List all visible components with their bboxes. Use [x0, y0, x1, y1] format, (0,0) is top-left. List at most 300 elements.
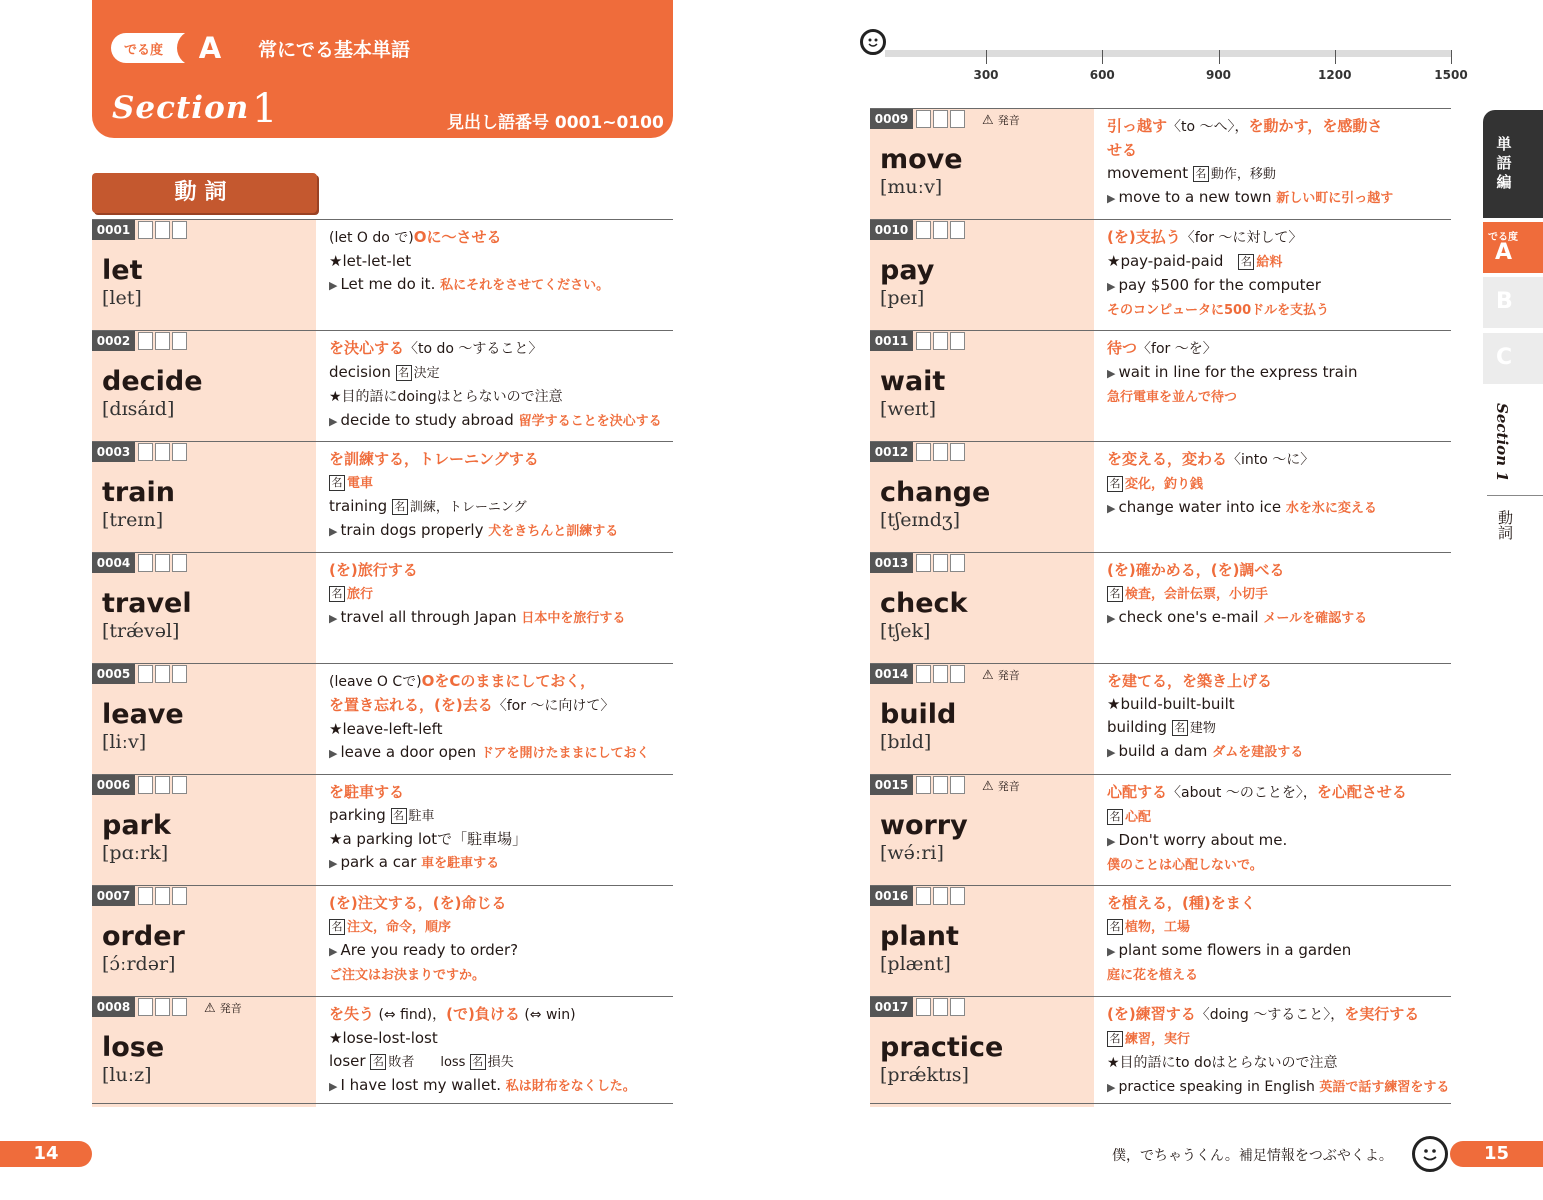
- headword: park: [102, 810, 171, 841]
- noun-mark: 名: [329, 475, 345, 491]
- meaning-text: を変える，変わる: [1107, 450, 1228, 468]
- review-checkbox[interactable]: [916, 887, 931, 905]
- warning-icon: ⚠: [982, 113, 998, 128]
- definition-line: [1107, 1051, 1457, 1075]
- headword: train: [102, 477, 175, 508]
- word-entry: [870, 663, 1451, 774]
- meaning-text: を駐車する: [329, 783, 405, 801]
- entry-text: Let me do it.: [340, 275, 441, 293]
- meaning-text: 私は財布をなくした。: [505, 1079, 636, 1094]
- noun-mark: 名: [1107, 476, 1123, 492]
- noun-mark: 名: [1238, 254, 1254, 270]
- headword: order: [102, 921, 185, 952]
- example-bullet-icon: ▶: [1107, 367, 1116, 380]
- definition-line: [329, 718, 679, 741]
- section-title: 常にでる基本単語: [258, 39, 411, 61]
- definition-line: [1107, 337, 1457, 361]
- meaning-text: を置き忘れる，(を)去る: [329, 696, 493, 714]
- definition-line: [1107, 740, 1457, 764]
- definition-line: [329, 519, 679, 543]
- page-number-left: 14: [0, 1141, 92, 1167]
- definition-line: [1107, 582, 1457, 606]
- review-checkbox[interactable]: [172, 887, 187, 905]
- definition-line: [329, 385, 679, 409]
- left-entry-list: [92, 219, 673, 1107]
- definition-line: [329, 1050, 679, 1074]
- meaning-text: 英語で話す練習をする: [1319, 1080, 1450, 1095]
- word-entry: [870, 774, 1451, 885]
- meaning-text: 僕のことは心配しないで。: [1107, 858, 1263, 873]
- noun-mark: 名: [1193, 166, 1209, 182]
- entry-text: 〈for ～に向けて〉: [492, 698, 615, 714]
- review-checkbox[interactable]: [950, 776, 965, 794]
- sidebar-section-label: Section 1: [1493, 403, 1511, 482]
- entry-number: 0002: [92, 331, 135, 351]
- review-checkbox[interactable]: [933, 443, 948, 461]
- meaning-text: (を)旅行する: [329, 561, 418, 579]
- word-entry: [870, 441, 1451, 552]
- noun-mark: 名: [392, 499, 408, 515]
- word-entry: [92, 996, 673, 1107]
- pronunciation: [ɔ́ːrdər]: [102, 953, 176, 975]
- example-bullet-icon: ▶: [1107, 1081, 1116, 1094]
- entry-text: 〈doing ～すること〉，: [1195, 1007, 1345, 1023]
- example-bullet-icon: ▶: [329, 857, 338, 870]
- definition-line: [1107, 693, 1457, 716]
- meaning-text: 旅行: [347, 587, 374, 602]
- entry-text: training: [329, 497, 392, 515]
- definition-line: [1107, 139, 1457, 162]
- example-bullet-icon: ▶: [1107, 280, 1116, 293]
- review-checkbox[interactable]: [916, 110, 931, 128]
- pronunciation: [tʃeɪndʒ]: [880, 509, 961, 531]
- meaning-text: 新しい町に引っ越す: [1276, 191, 1394, 206]
- scale-tick: [1451, 50, 1452, 64]
- footer-note: 僕，でちゃうくん。補足情報をつぶやくよ。: [1112, 1148, 1393, 1164]
- meaning-text: そのコンピュータに500ドルを支払う: [1107, 303, 1330, 318]
- entry-number: 0008: [92, 997, 135, 1017]
- meaning-text: 引っ越す: [1107, 117, 1168, 135]
- pronunciation: [plænt]: [880, 953, 951, 975]
- definition-line: [1107, 963, 1457, 987]
- pronunciation-warning: [204, 1000, 242, 1016]
- entry-text: 訓練，トレーニング: [409, 500, 527, 515]
- meaning-text: 私にそれをさせてください。: [440, 278, 610, 293]
- review-checkbox[interactable]: [950, 110, 965, 128]
- review-checkbox[interactable]: [155, 665, 170, 683]
- entry-text: 〈to ～へ〉，: [1167, 119, 1249, 135]
- definition-line: [329, 471, 679, 495]
- definition-line: [1107, 606, 1457, 630]
- entry-number: 0010: [870, 220, 913, 240]
- review-checkbox[interactable]: [172, 443, 187, 461]
- entry-text: build a dam: [1118, 742, 1213, 760]
- word-entry: [92, 774, 673, 885]
- review-checkbox[interactable]: [138, 776, 153, 794]
- review-checkbox[interactable]: [916, 332, 931, 350]
- meaning-text: 水を氷に変える: [1285, 501, 1377, 516]
- word-entry: [870, 552, 1451, 663]
- entry-number: 0013: [870, 553, 913, 573]
- review-checkbox[interactable]: [172, 998, 187, 1016]
- definition-line: [329, 1074, 679, 1098]
- definition-block: [329, 337, 679, 433]
- review-checkbox[interactable]: [916, 998, 931, 1016]
- review-checkbox[interactable]: [933, 554, 948, 572]
- meaning-text: を訓練する，トレーニングする: [329, 450, 539, 468]
- review-checkbox[interactable]: [155, 998, 170, 1016]
- entry-text: 建物: [1189, 721, 1216, 736]
- word-entry: [870, 885, 1451, 996]
- part-of-speech-tab: 動詞: [92, 173, 317, 213]
- warning-icon: ⚠: [982, 779, 998, 794]
- mascot-icon: [860, 29, 886, 55]
- headword: check: [880, 588, 968, 619]
- pronunciation: [bɪld]: [880, 731, 932, 753]
- definition-line: [329, 963, 679, 987]
- definition-block: [329, 448, 679, 543]
- definition-block: [329, 892, 679, 987]
- review-checkbox[interactable]: [950, 665, 965, 683]
- definition-line: [1107, 892, 1457, 915]
- noun-mark: 名: [1107, 919, 1123, 935]
- definition-line: [1107, 472, 1457, 496]
- review-checkbox[interactable]: [916, 221, 931, 239]
- noun-mark: 名: [329, 586, 345, 602]
- entry-text: park a car: [340, 853, 422, 871]
- review-checkbox[interactable]: [916, 554, 931, 572]
- entry-text: ★目的語にto doはとらないので注意: [1107, 1055, 1338, 1071]
- entry-number: 0005: [92, 664, 135, 684]
- sidebar-category-label: 単語編: [1496, 135, 1512, 191]
- sidebar-rank-b-label: B: [1496, 289, 1513, 314]
- pronunciation-warning: [982, 112, 1020, 128]
- review-checkbox[interactable]: [172, 776, 187, 794]
- definition-block: [1107, 226, 1457, 322]
- word-entry: [92, 663, 673, 774]
- definition-line: [329, 892, 679, 915]
- sidebar-rank-c-tab: [1483, 333, 1543, 384]
- scale-label: 1200: [1318, 68, 1352, 82]
- scale-label: 1500: [1434, 68, 1468, 82]
- review-checkbox[interactable]: [138, 332, 153, 350]
- word-entry: [870, 219, 1451, 330]
- definition-block: [329, 781, 679, 875]
- meaning-text: 日本中を旅行する: [521, 611, 626, 626]
- footer-mascot-icon: [1412, 1136, 1448, 1172]
- pronunciation-label: 発音: [997, 114, 1020, 127]
- definition-block: [329, 559, 679, 630]
- pronunciation-label: 発音: [997, 780, 1020, 793]
- definition-line: [329, 828, 679, 851]
- review-checkbox[interactable]: [138, 665, 153, 683]
- headword: lose: [102, 1032, 165, 1063]
- example-bullet-icon: ▶: [329, 747, 338, 760]
- word-entry: [92, 441, 673, 552]
- review-checkbox[interactable]: [950, 887, 965, 905]
- definition-line: [1107, 805, 1457, 829]
- sidebar-rank-c-label: C: [1496, 345, 1513, 370]
- review-checkbox[interactable]: [155, 221, 170, 239]
- definition-block: [1107, 670, 1457, 764]
- definition-block: [1107, 115, 1457, 210]
- definition-line: [1107, 829, 1457, 853]
- meaning-text: 留学することを決心する: [518, 414, 662, 429]
- entry-number: 0009: [870, 109, 913, 129]
- entry-number: 0007: [92, 886, 135, 906]
- meaning-text: ドアを開けたままにしておく: [480, 746, 650, 761]
- example-bullet-icon: ▶: [329, 945, 338, 958]
- meaning-text: 心配する: [1107, 783, 1168, 801]
- meaning-text: 車を駐車する: [421, 856, 500, 871]
- entry-number: 0001: [92, 220, 135, 240]
- entry-text: decision: [329, 363, 396, 381]
- definition-block: [1107, 1003, 1457, 1099]
- example-bullet-icon: ▶: [329, 415, 338, 428]
- definition-line: [1107, 448, 1457, 472]
- pronunciation: [luːz]: [102, 1064, 152, 1086]
- entry-text: で): [389, 230, 414, 246]
- sidebar-divider: [1487, 495, 1543, 496]
- entry-text: Don't worry about me.: [1118, 831, 1288, 849]
- headword: build: [880, 699, 957, 730]
- meaning-text: 庭に花を植える: [1107, 968, 1199, 983]
- meaning-text: OをCのままにしておく，: [421, 672, 596, 690]
- meaning-text: 変化，釣り銭: [1125, 477, 1204, 492]
- warning-icon: ⚠: [204, 1001, 220, 1016]
- entry-text: 〈into ～に〉: [1227, 452, 1315, 468]
- pronunciation: [muːv]: [880, 176, 943, 198]
- definition-line: [329, 361, 679, 385]
- review-checkbox[interactable]: [172, 332, 187, 350]
- definition-block: [1107, 781, 1457, 877]
- noun-mark: 名: [370, 1054, 386, 1070]
- example-bullet-icon: ▶: [329, 279, 338, 292]
- meaning-text: (で)負ける: [446, 1005, 520, 1023]
- definition-block: [1107, 448, 1457, 520]
- review-checkbox[interactable]: [172, 665, 187, 683]
- definition-line: [329, 915, 679, 939]
- word-entry: [870, 996, 1451, 1107]
- definition-line: [329, 606, 679, 630]
- definition-line: [1107, 670, 1457, 693]
- pronunciation: [trǽvəl]: [102, 620, 180, 642]
- entry-text: pay $500 for the computer: [1118, 276, 1321, 294]
- definition-line: [1107, 1027, 1457, 1051]
- meaning-text: (を)注文する，(を)命じる: [329, 894, 507, 912]
- review-checkbox[interactable]: [138, 443, 153, 461]
- entry-text: 〈about ～のことを〉，: [1167, 785, 1317, 801]
- sidebar-rank-b-tab: [1483, 277, 1543, 328]
- page-number-right: 15: [1450, 1141, 1543, 1167]
- entry-text: ★目的語にdoingはとらないので注意: [329, 389, 563, 405]
- review-checkbox[interactable]: [950, 221, 965, 239]
- entry-number: 0004: [92, 553, 135, 573]
- definition-line: [1107, 1003, 1457, 1027]
- review-checkbox[interactable]: [916, 443, 931, 461]
- word-entry: [870, 330, 1451, 441]
- review-checkbox[interactable]: [155, 887, 170, 905]
- definition-block: [329, 226, 679, 297]
- meaning-text: (を)練習する: [1107, 1005, 1196, 1023]
- review-checkbox[interactable]: [155, 554, 170, 572]
- definition-line: [1107, 781, 1457, 805]
- example-bullet-icon: ▶: [1107, 835, 1116, 848]
- meaning-text: 給料: [1256, 255, 1283, 270]
- definition-line: [329, 1003, 679, 1027]
- example-bullet-icon: ▶: [329, 612, 338, 625]
- headword: decide: [102, 366, 203, 397]
- review-checkbox[interactable]: [138, 221, 153, 239]
- definition-block: [1107, 892, 1457, 987]
- entry-text: building: [1107, 718, 1172, 736]
- entry-text: 動作，移動: [1210, 167, 1276, 182]
- review-checkbox[interactable]: [933, 665, 948, 683]
- definition-line: [329, 694, 679, 718]
- headword: wait: [880, 366, 946, 397]
- meaning-text: 検査，会計伝票，小切手: [1125, 587, 1269, 602]
- noun-mark: 名: [1107, 809, 1123, 825]
- definition-line: [329, 741, 679, 765]
- headword: plant: [880, 921, 959, 952]
- headword: worry: [880, 810, 968, 841]
- noun-mark: 名: [396, 365, 412, 381]
- headword: pay: [880, 255, 935, 286]
- definition-line: [1107, 915, 1457, 939]
- pronunciation: [weɪt]: [880, 398, 937, 420]
- review-checkbox[interactable]: [172, 554, 187, 572]
- review-checkbox[interactable]: [933, 110, 948, 128]
- review-checkbox[interactable]: [933, 887, 948, 905]
- section-word: Section: [112, 90, 250, 126]
- meaning-text: 心配: [1125, 810, 1152, 825]
- entry-text: ★leave-left-left: [329, 720, 443, 738]
- definition-line: [1107, 162, 1457, 186]
- definition-block: [329, 670, 679, 765]
- headword: change: [880, 477, 991, 508]
- review-checkbox[interactable]: [138, 554, 153, 572]
- review-checkbox[interactable]: [172, 221, 187, 239]
- review-checkbox[interactable]: [916, 776, 931, 794]
- meaning-text: ご注文はお決まりですか。: [329, 968, 486, 983]
- definition-line: [1107, 496, 1457, 520]
- pronunciation-warning: [982, 778, 1020, 794]
- noun-mark: 名: [1107, 586, 1123, 602]
- frequency-label: でる度: [124, 43, 164, 58]
- entry-text: wait in line for the express train: [1118, 363, 1358, 381]
- word-entry: [870, 108, 1451, 219]
- review-checkbox[interactable]: [933, 221, 948, 239]
- definition-block: [329, 1003, 679, 1098]
- word-entry: [92, 885, 673, 996]
- definition-line: [329, 448, 679, 471]
- definition-line: [1107, 274, 1457, 298]
- headword: leave: [102, 699, 184, 730]
- review-checkbox[interactable]: [933, 998, 948, 1016]
- review-checkbox[interactable]: [933, 776, 948, 794]
- meaning-text: 急行電車を並んで待つ: [1107, 390, 1238, 405]
- meaning-text: 練習，実行: [1125, 1032, 1191, 1047]
- review-checkbox[interactable]: [138, 998, 153, 1016]
- entry-text: change water into ice: [1118, 498, 1286, 516]
- entry-number: 0017: [870, 997, 913, 1017]
- review-checkbox[interactable]: [155, 332, 170, 350]
- pronunciation: [prǽktɪs]: [880, 1064, 969, 1086]
- entry-text: Are you ready to order?: [340, 941, 519, 959]
- pronunciation: [pɑːrk]: [102, 842, 169, 864]
- meaning-text: ダムを建設する: [1212, 745, 1304, 760]
- entry-number: 0003: [92, 442, 135, 462]
- entry-text: parking: [329, 806, 391, 824]
- sidebar-rank-a-label: A: [1495, 240, 1513, 265]
- entry-text: 損失: [487, 1055, 514, 1070]
- definition-line: [329, 939, 679, 963]
- definition-line: [1107, 716, 1457, 740]
- review-checkbox[interactable]: [933, 332, 948, 350]
- definition-line: [329, 781, 679, 804]
- scale-label: 900: [1205, 68, 1232, 82]
- entry-text: ★a parking lotで「駐車場」: [329, 830, 528, 848]
- meaning-text: 待つ: [1107, 339, 1138, 357]
- noun-mark: 名: [391, 808, 407, 824]
- entry-text: 敗者 loss: [388, 1055, 470, 1070]
- noun-mark: 名: [1107, 1031, 1123, 1047]
- entry-number: 0016: [870, 886, 913, 906]
- pronunciation-label: 発音: [219, 1002, 242, 1015]
- meaning-text: を実行する: [1344, 1005, 1420, 1023]
- meaning-text: を失う: [329, 1005, 375, 1023]
- review-checkbox[interactable]: [916, 665, 931, 683]
- entry-text: movement: [1107, 164, 1193, 182]
- pronunciation: [peɪ]: [880, 287, 925, 309]
- pronunciation: [treɪn]: [102, 509, 164, 531]
- definition-block: [1107, 337, 1457, 409]
- entry-text: do: [372, 230, 390, 246]
- warning-icon: ⚠: [982, 668, 998, 683]
- review-checkbox[interactable]: [950, 554, 965, 572]
- entry-text: 駐車: [408, 809, 435, 824]
- entry-number: 0011: [870, 331, 913, 351]
- definition-line: [329, 495, 679, 519]
- review-checkbox[interactable]: [950, 998, 965, 1016]
- definition-line: [1107, 298, 1457, 322]
- left-list-bottom-rule: [92, 1103, 673, 1104]
- scale-label: 300: [973, 68, 999, 82]
- meaning-text: 犬をきちんと訓練する: [488, 524, 619, 539]
- review-checkbox[interactable]: [155, 443, 170, 461]
- definition-line: [1107, 853, 1457, 877]
- section-number: 1: [252, 86, 278, 132]
- definition-line: [1107, 1075, 1457, 1099]
- review-checkbox[interactable]: [138, 887, 153, 905]
- meaning-text: (を)確かめる，(を)調べる: [1107, 561, 1285, 579]
- entry-text: (⇔ win): [519, 1007, 576, 1023]
- noun-mark: 名: [1172, 720, 1188, 736]
- entry-text: ★let-let-let: [329, 252, 412, 270]
- review-checkbox[interactable]: [950, 332, 965, 350]
- entry-text: check one's e-mail: [1118, 608, 1264, 626]
- definition-line: [329, 337, 679, 361]
- entry-text: train dogs properly: [340, 521, 489, 539]
- meaning-text: Oに～させる: [413, 228, 502, 246]
- meaning-text: 電車: [347, 476, 374, 491]
- entry-text: travel all through Japan: [340, 608, 522, 626]
- entry-text: (⇔ find)，: [374, 1007, 447, 1023]
- definition-line: [329, 226, 679, 250]
- word-entry: [92, 330, 673, 441]
- review-checkbox[interactable]: [950, 443, 965, 461]
- review-checkbox[interactable]: [155, 776, 170, 794]
